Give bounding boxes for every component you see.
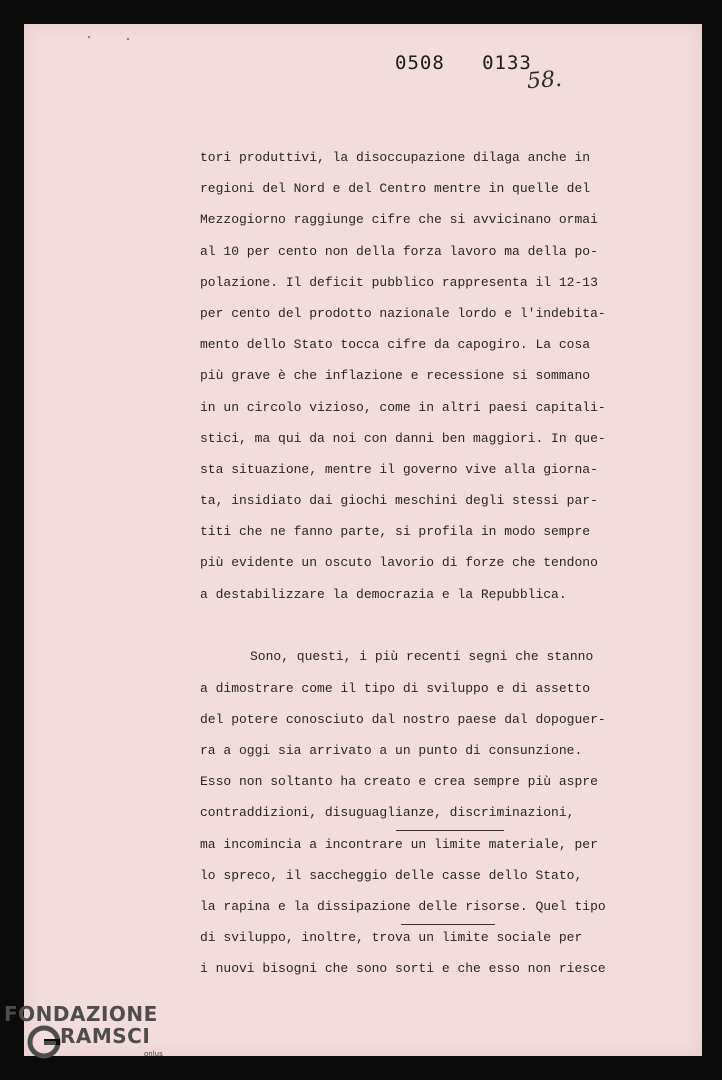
text-line: ma incomincia a incontrare un limite materiale, per bbox=[200, 836, 598, 852]
body-text bbox=[200, 142, 606, 984]
watermark-small-text: onlus bbox=[144, 1050, 163, 1058]
text-line: Mezzogiorno raggiunge cifre che si avvicinano ormai bbox=[200, 212, 598, 228]
underline-limite-sociale bbox=[401, 924, 495, 925]
watermark-logo bbox=[4, 1002, 184, 1078]
text-line: al 10 per cento non della forza lavoro ma della po- bbox=[200, 243, 598, 259]
text-line: più grave è che inflazione e recessione si sommano bbox=[200, 368, 591, 384]
text-line: del potere conosciuto dal nostro paese dal dopoguer- bbox=[200, 711, 606, 727]
document-page bbox=[24, 24, 702, 1056]
paragraph-gap bbox=[200, 610, 570, 642]
text-line: per cento del prodotto nazionale lordo e l'indebita- bbox=[200, 305, 606, 321]
page-speck bbox=[127, 38, 129, 40]
text-line: titi che ne fanno parte, si profila in modo sempre bbox=[200, 524, 591, 540]
text-line: stici, ma qui da noi con danni ben maggiori. In que- bbox=[200, 430, 606, 446]
text-line: lo spreco, il saccheggio delle casse dello Stato, bbox=[200, 867, 583, 883]
watermark-line-2: RAMSCI bbox=[60, 1024, 151, 1048]
text-line: in un circolo vizioso, come in altri paesi capitali- bbox=[200, 399, 606, 415]
text-line: sta situazione, mentre il governo vive alla giorna- bbox=[200, 461, 598, 477]
text-line: mento dello Stato tocca cifre da capogiro. La cosa bbox=[200, 337, 591, 353]
folio-number: 58. bbox=[526, 66, 563, 95]
text-line: tori produttivi, la disoccupazione dilaga anche in bbox=[200, 150, 591, 165]
text-line: più evidente un oscuto lavorio di forze che tendono bbox=[200, 555, 598, 571]
gramsci-g-icon bbox=[26, 1024, 62, 1060]
text-line: di sviluppo, inoltre, trova un limite sociale per bbox=[200, 930, 583, 946]
text-line: a dimostrare come il tipo di sviluppo e di assetto bbox=[200, 680, 591, 696]
page-speck bbox=[88, 36, 90, 38]
text-line: a destabilizzare la democrazia e la Repubblica. bbox=[200, 586, 567, 602]
text-line: regioni del Nord e del Centro mentre in quelle del bbox=[200, 181, 591, 197]
text-line: Esso non soltanto ha creato e crea sempre più aspre bbox=[200, 774, 598, 790]
text-line: polazione. Il deficit pubblico rappresenta il 12-13 bbox=[200, 274, 598, 290]
watermark-line-1: FONDAZIONE bbox=[4, 1002, 158, 1026]
text-line: i nuovi bisogni che sono sorti e che esso non riesce bbox=[200, 961, 606, 977]
archive-code: 0508 0133 bbox=[395, 52, 532, 74]
text-line: contraddizioni, disuguaglianze, discriminazioni, bbox=[200, 805, 575, 821]
underline-limite-materiale bbox=[396, 830, 504, 831]
text-line: Sono, questi, i più recenti segni che stanno bbox=[250, 649, 594, 665]
text-line: la rapina e la dissipazione delle risorse. Quel tipo bbox=[200, 898, 606, 914]
text-line: ra a oggi sia arrivato a un punto di consunzione. bbox=[200, 742, 583, 758]
text-line: ta, insidiato dai giochi meschini degli stessi par- bbox=[200, 493, 598, 509]
